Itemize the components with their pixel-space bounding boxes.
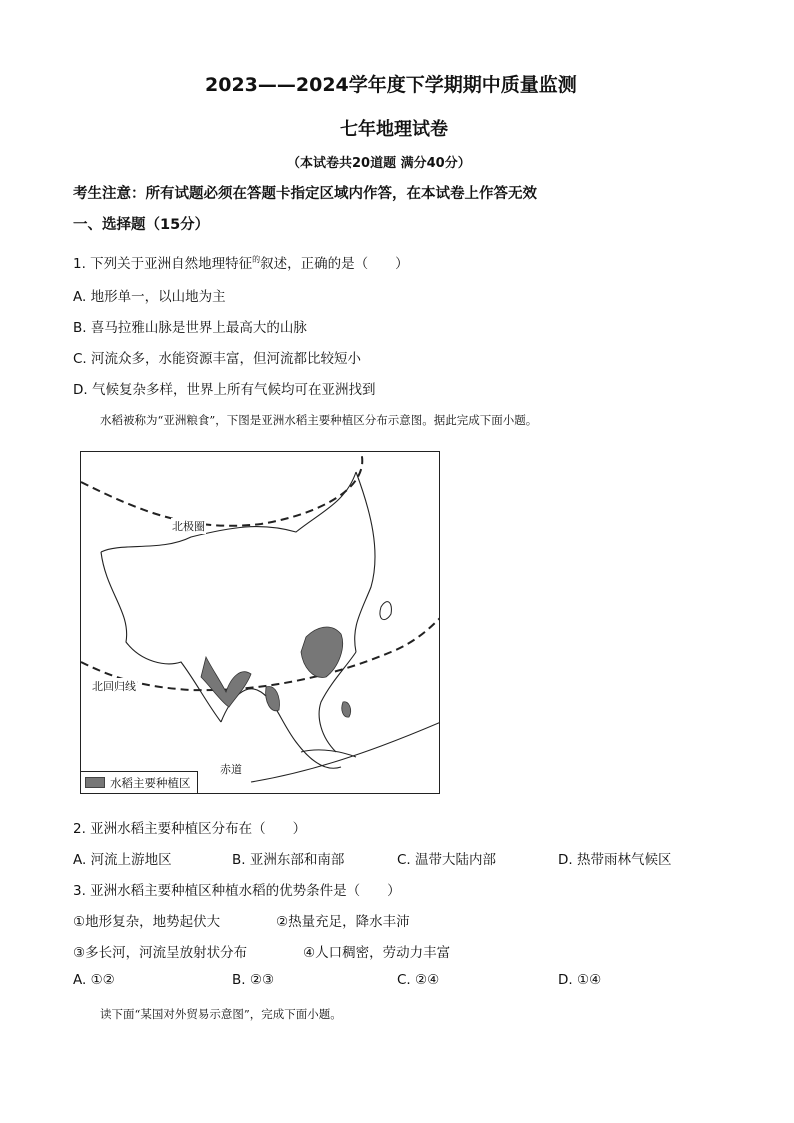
- q3-condition-2: ②热量充足，降水丰沛: [276, 914, 410, 930]
- exam-title: 2023——2024学年度下学期期中质量监测: [205, 74, 577, 96]
- q2-option-c: C. 温带大陆内部: [397, 852, 497, 868]
- q1-option-c: C. 河流众多，水能资源丰富，但河流都比较短小: [73, 351, 362, 367]
- rice-swatch: [85, 777, 105, 788]
- exam-info: （本试卷共20道题 满分40分）: [287, 156, 471, 171]
- q1-stem-before: 1. 下列关于亚洲自然地理特征: [73, 256, 253, 272]
- q3-option-c: C. ②④: [397, 972, 440, 988]
- rice-area-philippines: [342, 702, 351, 717]
- q1-stem-sup: 的: [252, 255, 261, 264]
- tropic-label: 北回归线: [92, 680, 136, 693]
- passage-rice: 水稻被称为“亚洲粮食”，下图是亚洲水稻主要种植区分布示意图。据此完成下面小题。: [100, 413, 538, 427]
- q1-option-a: A. 地形单一，以山地为主: [73, 289, 226, 305]
- q3-condition-3: ③多长河，河流呈放射状分布: [73, 945, 248, 961]
- legend-label: 水稻主要种植区: [110, 775, 191, 790]
- q1-stem: [73, 252, 409, 272]
- q2-option-d: D. 热带雨林气候区: [558, 852, 672, 868]
- q2-option-b: B. 亚洲东部和南部: [232, 852, 345, 868]
- q3-condition-1: ①地形复杂，地势起伏大: [73, 914, 221, 930]
- q3-option-a: A. ①②: [73, 972, 115, 988]
- q2-stem: 2. 亚洲水稻主要种植区分布在（ ）: [73, 821, 307, 837]
- arctic-circle-label: 北极圈: [172, 520, 205, 533]
- map-legend: [81, 771, 198, 793]
- q1-option-b: B. 喜马拉雅山脉是世界上最高大的山脉: [73, 320, 307, 336]
- equator-line: [251, 722, 440, 782]
- south-coast: [221, 689, 341, 768]
- equator-label: 赤道: [220, 763, 242, 776]
- indonesia-outline: [301, 750, 356, 757]
- q2-option-a: A. 河流上游地区: [73, 852, 172, 868]
- passage-trade: 读下面“某国对外贸易示意图”，完成下面小题。: [100, 1007, 342, 1021]
- exam-subtitle: 七年地理试卷: [340, 119, 448, 140]
- rice-area-south-asia: [201, 657, 251, 707]
- section-heading: 一、选择题（15分）: [73, 217, 210, 233]
- rice-area-china: [301, 627, 343, 677]
- asia-rice-map: [80, 451, 440, 794]
- rice-area-southeast-asia: [266, 687, 280, 711]
- q1-stem-after: 叙述，正确的是（ ）: [260, 256, 409, 272]
- q1-option-d: D. 气候复杂多样，世界上所有气候均可在亚洲找到: [73, 382, 376, 398]
- q3-option-d: D. ①④: [558, 972, 602, 988]
- q3-condition-4: ④人口稠密，劳动力丰富: [303, 945, 451, 961]
- q3-stem: 3. 亚洲水稻主要种植区种植水稻的优势条件是（ ）: [73, 883, 401, 899]
- q3-option-b: B. ②③: [232, 972, 275, 988]
- japan-outline: [380, 602, 391, 620]
- exam-notice: 考生注意：所有试题必须在答题卡指定区域内作答，在本试卷上作答无效: [73, 186, 537, 202]
- asia-map-svg: [81, 452, 440, 794]
- west-coast: [101, 552, 221, 722]
